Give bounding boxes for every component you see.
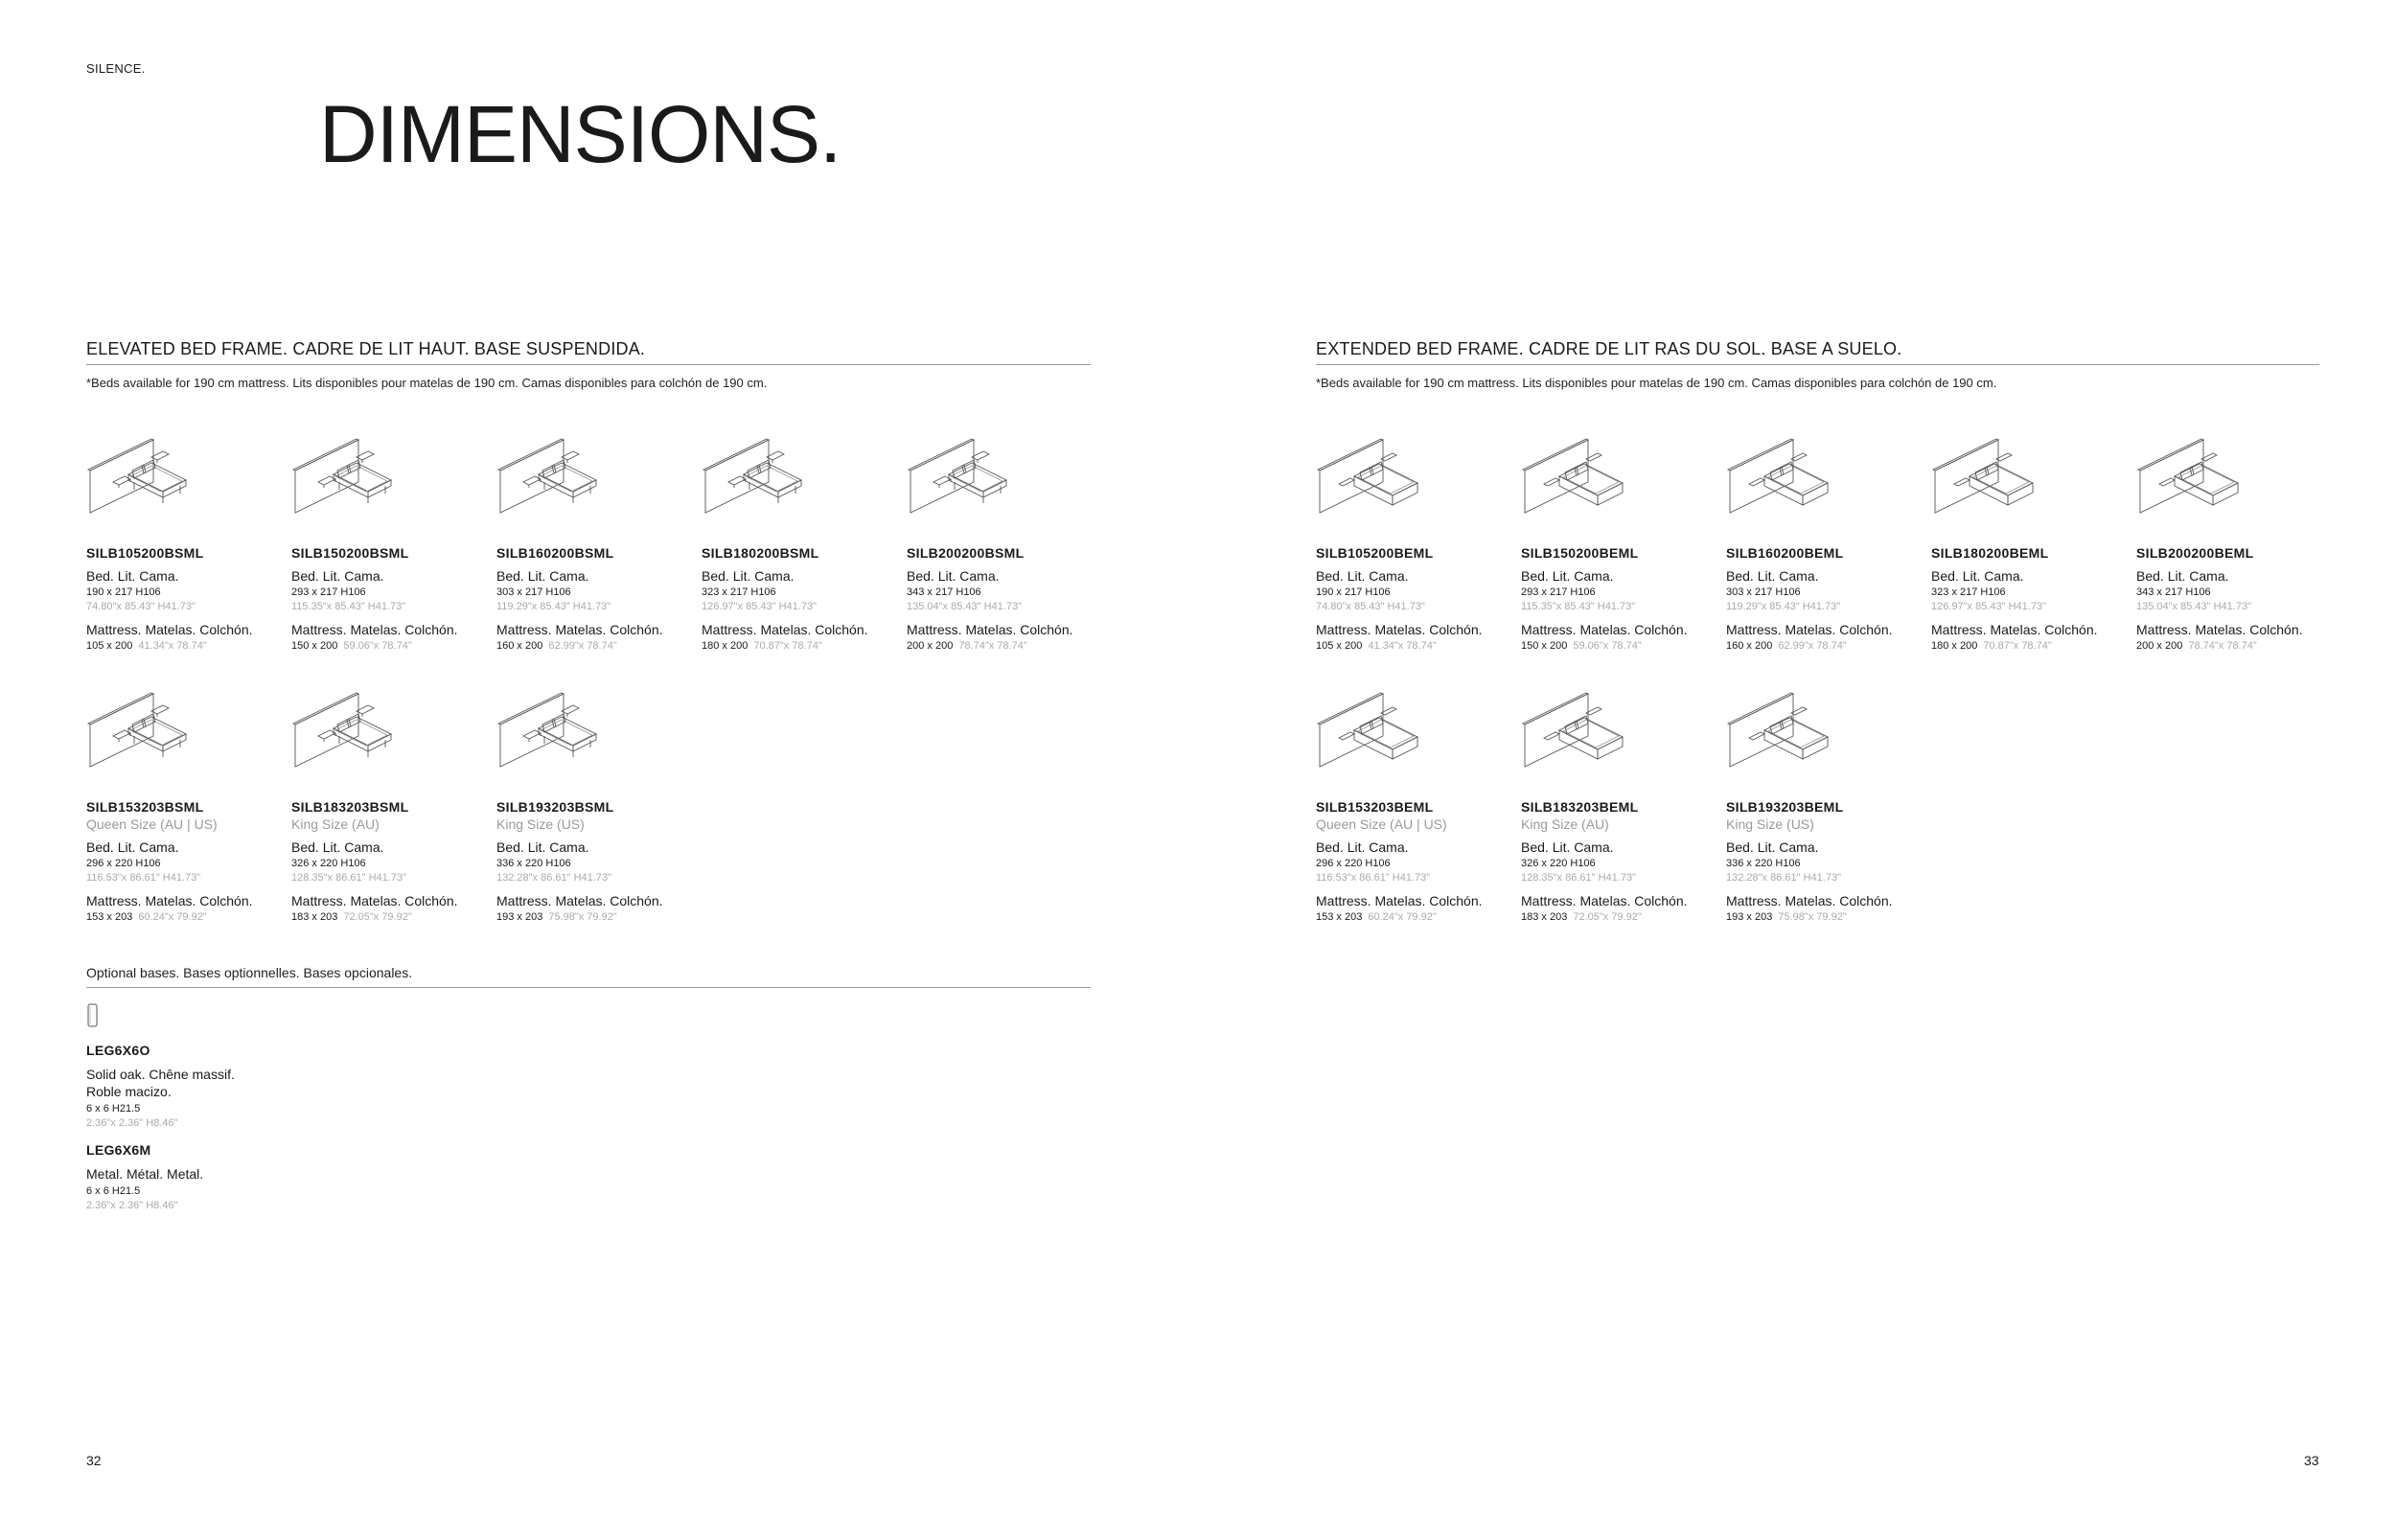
mattress-dimensions-row — [1316, 911, 1508, 923]
mattress-label: Mattress. Matelas. Colchón. — [291, 893, 458, 908]
mattress-dimensions-row — [1726, 911, 1918, 923]
mattress-dimensions: 183 x 203 — [1521, 911, 1568, 923]
brand-name: SILENCE. — [86, 61, 146, 76]
mattress-label: Mattress. Matelas. Colchón. — [907, 622, 1073, 637]
mattress-dimensions: 180 x 200 — [702, 640, 749, 652]
mattress-dimensions-row — [291, 911, 483, 923]
bed-drawing-icon — [1316, 436, 1421, 541]
bed-dimensions: 323 x 217 H106 — [1931, 586, 2006, 598]
bed-dimensions: 326 x 220 H106 — [1521, 858, 1596, 869]
mattress-dimensions-row — [2136, 640, 2328, 652]
bed-dimensions-imperial: 132.28"x 86.61" H41.73" — [1726, 872, 1841, 884]
bed-dimensions-imperial: 119.29"x 85.43" H41.73" — [496, 601, 611, 612]
bases-divider — [86, 987, 1091, 988]
bed-drawing-icon — [86, 690, 192, 795]
mattress-dimensions-imperial: 60.24"x 79.92" — [138, 911, 207, 923]
mattress-dimensions-imperial: 72.05"x 79.92" — [343, 911, 412, 923]
bed-dimensions: 296 x 220 H106 — [86, 858, 161, 869]
bed-dimensions-imperial: 115.35"x 85.43" H41.73" — [1521, 601, 1636, 612]
bed-drawing-icon — [291, 436, 397, 541]
base-item-metal — [86, 1142, 335, 1211]
bed-dimensions-imperial: 126.97"x 85.43" H41.73" — [702, 601, 817, 612]
bed-dimensions-imperial: 119.29"x 85.43" H41.73" — [1726, 601, 1841, 612]
mattress-dimensions-imperial: 62.99"x 78.74" — [548, 640, 617, 652]
bed-drawing-icon — [702, 436, 807, 541]
bed-label: Bed. Lit. Cama. — [1726, 568, 1819, 584]
mattress-dimensions: 183 x 203 — [291, 911, 338, 923]
mattress-dimensions-imperial: 70.87"x 78.74" — [753, 640, 822, 652]
size-name: King Size (AU) — [291, 816, 380, 832]
right-section-heading: EXTENDED BED FRAME. CADRE DE LIT RAS DU SOL. BASE A SUELO. — [1316, 339, 1902, 358]
bed-dimensions-imperial: 135.04"x 85.43" H41.73" — [2136, 601, 2251, 612]
mattress-dimensions: 193 x 203 — [1726, 911, 1773, 923]
left-section-note: *Beds available for 190 cm mattress. Lits disponibles pour matelas de 190 cm. Camas disponibles para colchón de 190 cm. — [86, 376, 768, 390]
page-number-left: 32 — [86, 1453, 102, 1468]
mattress-dimensions: 200 x 200 — [2136, 640, 2183, 652]
bed-dimensions-imperial: 135.04"x 85.43" H41.73" — [907, 601, 1022, 612]
mattress-dimensions: 160 x 200 — [1726, 640, 1773, 652]
product-code: SILB180200BSML — [702, 545, 819, 561]
bed-dimensions: 343 x 217 H106 — [2136, 586, 2211, 598]
mattress-dimensions: 200 x 200 — [907, 640, 954, 652]
product-code: SILB150200BEML — [1521, 545, 1639, 561]
mattress-dimensions-row — [86, 640, 278, 652]
mattress-dimensions: 150 x 200 — [1521, 640, 1568, 652]
product-code: SILB105200BSML — [86, 545, 204, 561]
mattress-dimensions-row — [291, 640, 483, 652]
base-dimensions-imperial: 2.36"x 2.36" H8.46" — [86, 1117, 178, 1129]
product-code: SILB160200BSML — [496, 545, 614, 561]
bed-dimensions-imperial: 115.35"x 85.43" H41.73" — [291, 601, 406, 612]
mattress-dimensions-imperial: 75.98"x 79.92" — [548, 911, 617, 923]
mattress-label: Mattress. Matelas. Colchón. — [496, 893, 663, 908]
base-label: Metal. Métal. Metal. — [86, 1166, 204, 1182]
bed-dimensions-imperial: 128.35"x 86.61" H41.73" — [1521, 872, 1636, 884]
mattress-dimensions-imperial: 59.06"x 78.74" — [343, 640, 412, 652]
bed-label: Bed. Lit. Cama. — [907, 568, 1000, 584]
bed-product-card — [907, 436, 1098, 652]
base-item-oak — [86, 1043, 335, 1129]
bed-drawing-icon — [1726, 436, 1832, 541]
mattress-label: Mattress. Matelas. Colchón. — [291, 622, 458, 637]
size-name: King Size (AU) — [1521, 816, 1609, 832]
left-section-heading: ELEVATED BED FRAME. CADRE DE LIT HAUT. BASE SUSPENDIDA. — [86, 339, 646, 358]
mattress-dimensions-imperial: 59.06"x 78.74" — [1573, 640, 1642, 652]
bed-drawing-icon — [496, 690, 602, 795]
mattress-dimensions-imperial: 78.74"x 78.74" — [2188, 640, 2257, 652]
base-code: LEG6X6O — [86, 1043, 150, 1058]
size-name: King Size (US) — [496, 816, 585, 832]
size-name: Queen Size (AU | US) — [1316, 816, 1447, 832]
bed-dimensions: 190 x 217 H106 — [1316, 586, 1391, 598]
bed-product-card — [496, 436, 688, 652]
mattress-dimensions: 150 x 200 — [291, 640, 338, 652]
bed-dimensions: 336 x 220 H106 — [1726, 858, 1801, 869]
bed-product-card — [86, 690, 278, 923]
bed-dimensions: 296 x 220 H106 — [1316, 858, 1391, 869]
bed-label: Bed. Lit. Cama. — [86, 839, 179, 855]
bed-drawing-icon — [2136, 436, 2242, 541]
product-code: SILB160200BEML — [1726, 545, 1844, 561]
base-dimensions: 6 x 6 H21.5 — [86, 1103, 141, 1115]
bed-dimensions: 293 x 217 H106 — [291, 586, 366, 598]
bed-drawing-icon — [86, 436, 192, 541]
mattress-label: Mattress. Matelas. Colchón. — [1726, 622, 1893, 637]
bed-label: Bed. Lit. Cama. — [86, 568, 179, 584]
bed-label: Bed. Lit. Cama. — [702, 568, 795, 584]
bed-dimensions: 326 x 220 H106 — [291, 858, 366, 869]
base-dimensions-imperial: 2.36"x 2.36" H8.46" — [86, 1200, 178, 1211]
mattress-dimensions-row — [702, 640, 893, 652]
bed-dimensions-imperial: 128.35"x 86.61" H41.73" — [291, 872, 406, 884]
bed-drawing-icon — [1931, 436, 2037, 541]
bases-heading: Optional bases. Bases optionnelles. Bases opcionales. — [86, 965, 413, 980]
mattress-dimensions: 105 x 200 — [1316, 640, 1363, 652]
bed-drawing-icon — [1316, 690, 1421, 795]
mattress-label: Mattress. Matelas. Colchón. — [1521, 622, 1688, 637]
mattress-label: Mattress. Matelas. Colchón. — [86, 622, 253, 637]
mattress-dimensions-imperial: 41.34"x 78.74" — [1368, 640, 1437, 652]
mattress-label: Mattress. Matelas. Colchón. — [1521, 893, 1688, 908]
product-code: SILB153203BEML — [1316, 799, 1434, 815]
bed-dimensions: 190 x 217 H106 — [86, 586, 161, 598]
mattress-dimensions-row — [1521, 640, 1713, 652]
bed-dimensions-imperial: 74.80"x 85.43" H41.73" — [1316, 601, 1425, 612]
product-code: SILB200200BEML — [2136, 545, 2254, 561]
mattress-dimensions: 153 x 203 — [86, 911, 133, 923]
mattress-dimensions-row — [1931, 640, 2123, 652]
bed-dimensions: 303 x 217 H106 — [496, 586, 571, 598]
mattress-dimensions-row — [496, 640, 688, 652]
bed-label: Bed. Lit. Cama. — [1931, 568, 2024, 584]
mattress-label: Mattress. Matelas. Colchón. — [1316, 622, 1483, 637]
mattress-dimensions-imperial: 75.98"x 79.92" — [1778, 911, 1847, 923]
right-section-divider — [1316, 364, 2319, 365]
mattress-dimensions: 180 x 200 — [1931, 640, 1978, 652]
bed-label: Bed. Lit. Cama. — [496, 839, 589, 855]
bed-product-card — [702, 436, 893, 652]
product-code: SILB193203BSML — [496, 799, 614, 815]
bed-product-card — [86, 436, 278, 652]
base-label-2: Roble macizo. — [86, 1084, 172, 1099]
leg-icon — [86, 1002, 100, 1029]
bed-dimensions: 336 x 220 H106 — [496, 858, 571, 869]
bed-drawing-icon — [907, 436, 1012, 541]
mattress-dimensions-row — [86, 911, 278, 923]
mattress-dimensions: 160 x 200 — [496, 640, 543, 652]
mattress-label: Mattress. Matelas. Colchón. — [702, 622, 868, 637]
mattress-dimensions-row — [907, 640, 1098, 652]
mattress-dimensions-row — [496, 911, 688, 923]
mattress-label: Mattress. Matelas. Colchón. — [1316, 893, 1483, 908]
mattress-label: Mattress. Matelas. Colchón. — [86, 893, 253, 908]
bed-label: Bed. Lit. Cama. — [1316, 568, 1409, 584]
bed-product-card — [291, 690, 483, 923]
bed-product-card — [1726, 436, 1918, 652]
mattress-dimensions-imperial: 62.99"x 78.74" — [1778, 640, 1847, 652]
page-number-right: 33 — [2304, 1453, 2319, 1468]
mattress-dimensions-imperial: 72.05"x 79.92" — [1573, 911, 1642, 923]
mattress-dimensions-imperial: 60.24"x 79.92" — [1368, 911, 1437, 923]
bed-product-card — [496, 690, 688, 923]
bed-dimensions-imperial: 74.80"x 85.43" H41.73" — [86, 601, 196, 612]
mattress-dimensions-imperial: 70.87"x 78.74" — [1983, 640, 2052, 652]
leg-drawing — [86, 1002, 100, 1029]
bed-dimensions-imperial: 132.28"x 86.61" H41.73" — [496, 872, 611, 884]
bed-drawing-icon — [1726, 690, 1832, 795]
bed-dimensions: 293 x 217 H106 — [1521, 586, 1596, 598]
bed-label: Bed. Lit. Cama. — [496, 568, 589, 584]
mattress-dimensions-imperial: 41.34"x 78.74" — [138, 640, 207, 652]
bed-dimensions-imperial: 116.53"x 86.61" H41.73" — [86, 872, 201, 884]
bed-product-card — [1931, 436, 2123, 652]
mattress-dimensions-imperial: 78.74"x 78.74" — [958, 640, 1027, 652]
bed-label: Bed. Lit. Cama. — [1726, 839, 1819, 855]
base-code: LEG6X6M — [86, 1142, 151, 1158]
left-section-divider — [86, 364, 1091, 365]
bed-dimensions: 323 x 217 H106 — [702, 586, 776, 598]
bed-drawing-icon — [1521, 436, 1626, 541]
product-code: SILB105200BEML — [1316, 545, 1434, 561]
bed-product-card — [291, 436, 483, 652]
bed-product-card — [2136, 436, 2328, 652]
mattress-label: Mattress. Matelas. Colchón. — [2136, 622, 2303, 637]
mattress-label: Mattress. Matelas. Colchón. — [1726, 893, 1893, 908]
bed-drawing-icon — [291, 690, 397, 795]
page-title: DIMENSIONS. — [319, 89, 841, 179]
product-code: SILB200200BSML — [907, 545, 1025, 561]
bed-drawing-icon — [1521, 690, 1626, 795]
bed-dimensions-imperial: 126.97"x 85.43" H41.73" — [1931, 601, 2046, 612]
bed-label: Bed. Lit. Cama. — [291, 568, 384, 584]
base-dimensions: 6 x 6 H21.5 — [86, 1185, 141, 1197]
bed-label: Bed. Lit. Cama. — [1316, 839, 1409, 855]
product-code: SILB183203BEML — [1521, 799, 1639, 815]
mattress-dimensions-row — [1521, 911, 1713, 923]
bed-product-card — [1316, 436, 1508, 652]
product-code: SILB193203BEML — [1726, 799, 1844, 815]
mattress-label: Mattress. Matelas. Colchón. — [496, 622, 663, 637]
mattress-dimensions: 105 x 200 — [86, 640, 133, 652]
product-code: SILB180200BEML — [1931, 545, 2049, 561]
bed-dimensions: 343 x 217 H106 — [907, 586, 981, 598]
product-code: SILB153203BSML — [86, 799, 204, 815]
right-section-note: *Beds available for 190 cm mattress. Lits disponibles pour matelas de 190 cm. Camas disponibles para colchón de 190 cm. — [1316, 376, 1997, 390]
size-name: King Size (US) — [1726, 816, 1814, 832]
bed-product-card — [1316, 690, 1508, 923]
bed-product-card — [1521, 690, 1713, 923]
size-name: Queen Size (AU | US) — [86, 816, 218, 832]
bed-product-card — [1726, 690, 1918, 923]
bed-dimensions: 303 x 217 H106 — [1726, 586, 1801, 598]
bed-label: Bed. Lit. Cama. — [1521, 839, 1614, 855]
mattress-label: Mattress. Matelas. Colchón. — [1931, 622, 2098, 637]
mattress-dimensions-row — [1316, 640, 1508, 652]
base-label: Solid oak. Chêne massif. — [86, 1067, 235, 1082]
product-code: SILB183203BSML — [291, 799, 409, 815]
bed-product-card — [1521, 436, 1713, 652]
mattress-dimensions: 153 x 203 — [1316, 911, 1363, 923]
bed-label: Bed. Lit. Cama. — [2136, 568, 2229, 584]
bed-label: Bed. Lit. Cama. — [1521, 568, 1614, 584]
bed-drawing-icon — [496, 436, 602, 541]
bed-label: Bed. Lit. Cama. — [291, 839, 384, 855]
bed-dimensions-imperial: 116.53"x 86.61" H41.73" — [1316, 872, 1431, 884]
mattress-dimensions-row — [1726, 640, 1918, 652]
product-code: SILB150200BSML — [291, 545, 409, 561]
mattress-dimensions: 193 x 203 — [496, 911, 543, 923]
